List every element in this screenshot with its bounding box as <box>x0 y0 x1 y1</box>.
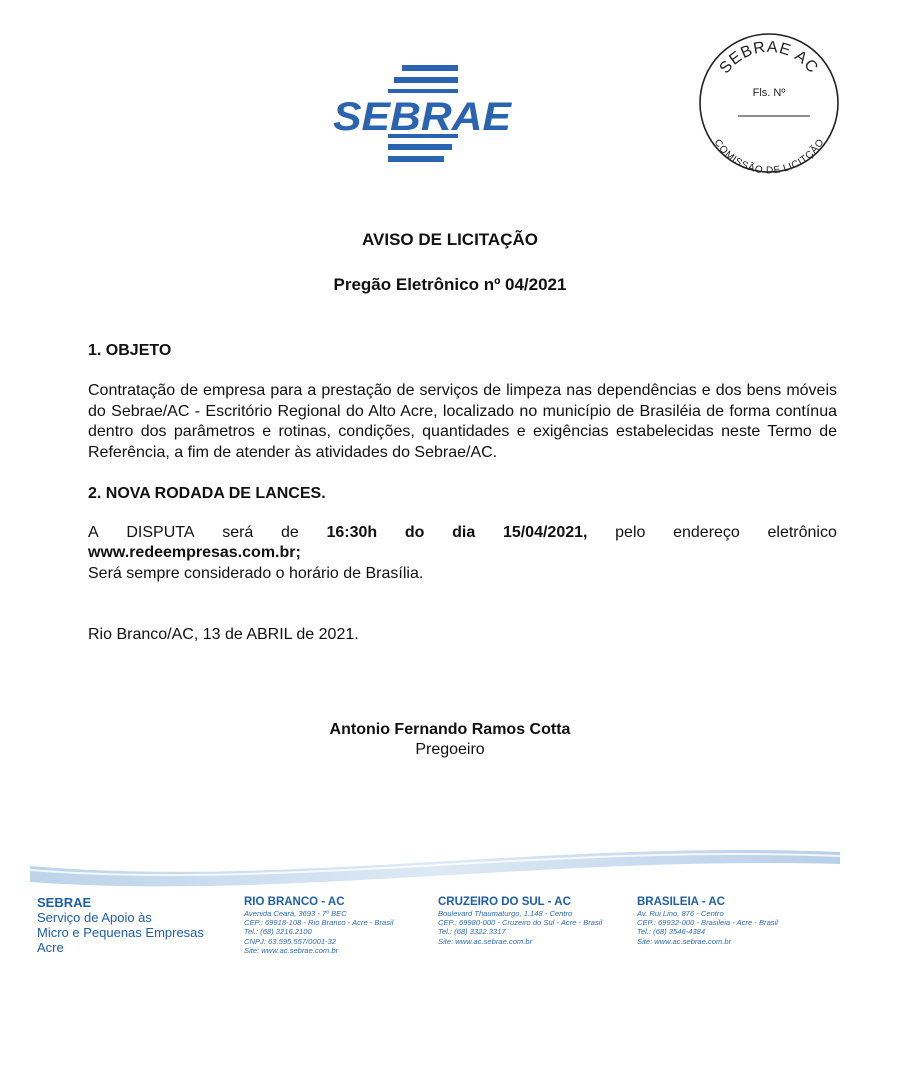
footer-office-cruzeiro <box>438 896 602 946</box>
stamp-bottom-text: COMISSÃO DE LICITÇÃO <box>711 137 827 176</box>
section-1-text: Contratação de empresa para a prestação de serviços de limpeza nas dependências e dos bens móveis do Sebrae/AC - Escritório Regional do Alto Acre, localizado no município de Brasiléia de forma contínua dentro dos parâmetros e rotinas, condições, quantidades e exigências estabelecidas neste Termo de Referência, a fim de atender às atividades do Sebrae/AC. <box>88 382 837 461</box>
timezone-note: Será sempre considerado o horário de Brasília. <box>88 565 424 582</box>
word: A <box>88 524 99 541</box>
footer-office-site[interactable]: Site: www.ac.sebrae.com.br <box>244 945 339 955</box>
footer-office-rio-branco <box>244 896 393 955</box>
footer-office-line: Av. Rui Lino, 876 - Centro <box>637 909 724 918</box>
sebrae-logo <box>332 62 514 164</box>
logo-text: SEBRAE <box>333 95 513 139</box>
signatory-role: Pregoeiro <box>415 741 485 758</box>
footer-org-line: Micro e Pequenas Empresas <box>37 924 204 940</box>
word: dia <box>452 524 476 541</box>
footer-office-title: RIO BRANCO - AC <box>244 896 345 908</box>
section-1-heading: 1. OBJETO <box>88 342 172 359</box>
disputa-date: 15/04/2021, <box>502 524 588 541</box>
footer-office-title: CRUZEIRO DO SUL - AC <box>438 896 571 908</box>
stamp-top-text: SEBRAE AC <box>716 38 822 77</box>
footer-office-line: CNPJ: 63.595.557/0001-32 <box>244 936 337 946</box>
footer-office-line: CEP.: 69932-000 - Brasileia - Acre - Brasil <box>637 918 778 928</box>
stamp-field-label: Fls. Nº <box>752 87 786 99</box>
footer-office-line: Boulevard Thaumaturgo, 1.148 - Centro <box>438 909 573 918</box>
footer-office-title: BRASILEIA - AC <box>637 896 725 908</box>
footer-org-line: Serviço de Apoio às <box>37 909 152 925</box>
licitacao-stamp <box>696 30 842 176</box>
word: de <box>281 524 299 541</box>
footer-office-site[interactable]: Site: www.ac.sebrae.com.br <box>438 936 533 946</box>
footer-office-brasileia <box>637 896 778 946</box>
footer-office-line: Tel.: (68) 3322.3317 <box>438 927 506 937</box>
website-link[interactable]: www.redeempresas.com.br; <box>88 544 301 561</box>
word: DISPUTA <box>126 524 195 541</box>
footer-office-site[interactable]: Site: www.ac.sebrae.com.br <box>637 936 732 946</box>
disputa-time: 16:30h <box>326 524 378 541</box>
word: endereço <box>673 524 740 541</box>
disputa-line <box>88 523 837 543</box>
section-2-heading: 2. NOVA RODADA DE LANCES. <box>88 485 326 502</box>
document-subtitle: Pregão Eletrônico nº 04/2021 <box>333 275 567 294</box>
footer-org-name: SEBRAE <box>37 895 92 910</box>
svg-text:COMISSÃO DE LICITÇÃO <box>712 137 827 176</box>
footer-org <box>37 896 204 955</box>
footer-wave <box>30 830 840 890</box>
signatory-name: Antonio Fernando Ramos Cotta <box>329 721 571 738</box>
word: será <box>222 524 254 541</box>
document-title: AVISO DE LICITAÇÃO <box>362 230 538 249</box>
footer-office-line: Tel.: (68) 3216.2100 <box>244 927 312 937</box>
footer-office-line: CEP.: 69980-000 - Cruzeiro do Sul - Acre - Brasil <box>438 918 603 928</box>
place-date: Rio Branco/AC, 13 de ABRIL de 2021. <box>88 626 359 643</box>
footer-office-line: Tel.: (68) 3546-4384 <box>637 927 706 937</box>
footer-office-line: CEP.: 69918-108 - Rio Branco - Acre - Brasil <box>244 918 394 928</box>
footer-org-line: Acre <box>37 939 64 955</box>
footer-office-line: Avenida Ceará, 3693 - 7º BEC <box>244 909 347 918</box>
word: eletrônico <box>767 524 837 541</box>
word: do <box>404 524 425 541</box>
word: pelo <box>615 524 646 541</box>
